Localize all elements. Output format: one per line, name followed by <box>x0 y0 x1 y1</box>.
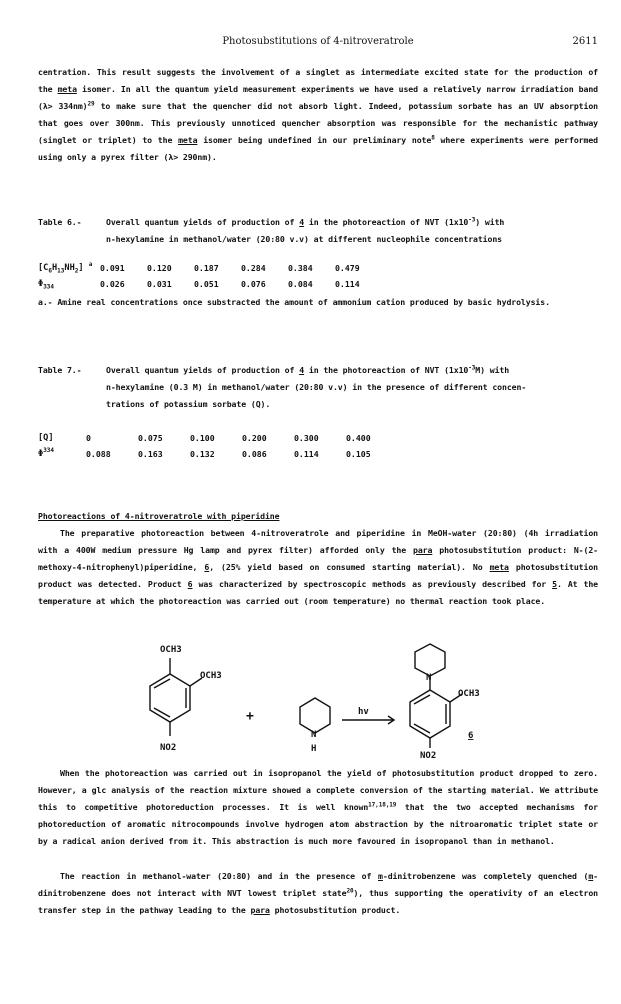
table-row: $\Phi_{334}$ 0.026 0.031 0.051 0.076 0.084 0.114 <box>38 276 382 292</box>
table-row: $\Phi^{334}$ 0.088 0.163 0.132 0.086 0.114 0.105 <box>38 446 398 462</box>
hv-label: hv <box>358 707 369 717</box>
table-6-caption: Table 6.- Overall quantum yields of production of 4 in the photoreaction of NVT $(1x10^{-3})$ with n-hexylamine in methanol/water (20:80 v.v) at different nucleophile concentrations <box>38 214 598 248</box>
piperidine-ring-product <box>415 644 445 676</box>
piperidine-n: N <box>311 730 317 740</box>
paragraph: The reaction in methanol-water (20:80) and in the presence of m-dinitrobenzene was completely quenched (m-dinitrobenzene does not interact with NVT lowest triplet state$^{20}$), thus supporting the operativity of an electron transfer step in the pathway leading to the para photosubstitution product. <box>38 871 598 915</box>
quantum-yield-label: $\Phi^{334}$ <box>38 447 55 459</box>
benzene-ring-product <box>410 690 450 738</box>
nitro-label: NO2 <box>160 743 177 753</box>
compound-4: 4 <box>299 365 305 375</box>
table-6 <box>38 260 382 292</box>
nitro-label: NO2 <box>420 751 437 760</box>
product-number: 6 <box>468 731 474 741</box>
paragraph: When the photoreaction was carried out in isopropanol the yield of photosubstitution product dropped to zero. However, a glc analysis of the reaction mixture showed a complete conversion of the starting material. We attribute this to competitive photoreduction processes. It is well known$^{17,18,19}$ that the two accepted mechanisms for photoreduction of aromatic nitrocompounds involve hydrogen atom abstraction by the nitroaromatic triplet state or by a radical anion derived from it. This abstraction is much more favoured in isopropanol than in methanol. <box>38 768 598 846</box>
benzene-ring-left <box>150 674 190 722</box>
reference-17-18-19: 17,18,19 <box>368 801 397 809</box>
table-row: [Q] 0 0.075 0.100 0.200 0.300 0.400 <box>38 430 398 446</box>
running-title: Photosubstitutions of 4-nitroveratrole <box>222 36 414 47</box>
piperidine-ring <box>300 698 330 733</box>
page-number: 2611 <box>572 36 598 47</box>
table-7 <box>38 430 398 462</box>
methoxy-label: OCH3 <box>458 689 480 699</box>
compound-6: 6 <box>187 579 193 589</box>
reaction-scheme <box>130 638 490 760</box>
reference-8: 8 <box>431 134 435 142</box>
reference-29: 29 <box>87 100 95 108</box>
reference-20: 20 <box>346 887 354 895</box>
table-7-label: Table 7.- <box>38 365 82 375</box>
compound-4: 4 <box>299 217 305 227</box>
compound-6: 6 <box>204 562 210 572</box>
table-7-caption: Table 7.- Overall quantum yields of production of 4 in the photoreaction of NVT $(1x10^{-3}M)$ with n-hexylamine (0.3 M) in methanol/water (20:80 v.v) in the presence of different concen- trations of potassium sorbate (Q). <box>38 362 598 413</box>
meta-word: meta <box>57 84 77 94</box>
paragraph-continuation: centration. This result suggests the involvement of a singlet as intermediate excited state for the production of the meta isomer. In all the quantum yield measurement experiments we have used a relatively narrow irradiation band (λ> 334nm)$^{29}$ to make sure that the quencher did not absorb light. Indeed, potassium sorbate has an UV absorption that goes over 300nm. This previously unnoticed quencher absorption was responsible for the mechanistic pathway (singlet or triplet) to the meta isomer being undefined in our preliminary note$^8$ where experiments were performed using only a pyrex filter (λ> 290nm). <box>38 67 599 162</box>
product-n: N <box>426 673 432 683</box>
section-paragraph: The preparative photoreaction between 4-nitroveratrole and piperidine in MeOH-water (20:80) (4h irradiation with a 400W medium pressure Hg lamp and pyrex filter) afforded only the para photosubstitution product: N-(2-methoxy-4-nitrophenyl)piperidine, 6, (25% yield based on consumed starting material). No meta photosubstitution product was detected. Product 6 was characterized by spectroscopic methods as previously described for 5. At the temperature at which the photoreaction was carried out (room temperature) no thermal reaction took place. <box>38 528 598 606</box>
quencher-concentration-label: [Q] <box>38 433 54 443</box>
table-6-label: Table 6.- <box>38 217 82 227</box>
methoxy-label: OCH3 <box>200 671 222 681</box>
piperidine-h: H <box>311 744 317 754</box>
table-row: $[C_6H_{13}NH_2]$ $^a$ 0.091 0.120 0.187 0.284 0.384 0.479 <box>38 261 360 275</box>
amine-concentration-label: $[C_6H_{13}NH_2]$ $^a$ <box>38 261 93 275</box>
quantum-yield-label: $\Phi_{334}$ <box>38 279 55 291</box>
compound-5: 5 <box>552 579 557 589</box>
plus-sign: + <box>246 709 254 724</box>
table-6-footnote: a.- Amine real concentrations once substracted the amount of ammonium cation produced by basic hydrolysis. <box>38 297 550 307</box>
methoxy-label: OCH3 <box>160 645 182 655</box>
section-heading: Photoreactions of 4-nitroveratrole with piperidine <box>38 511 280 521</box>
page-header <box>38 36 598 50</box>
meta-word: meta <box>178 135 198 145</box>
